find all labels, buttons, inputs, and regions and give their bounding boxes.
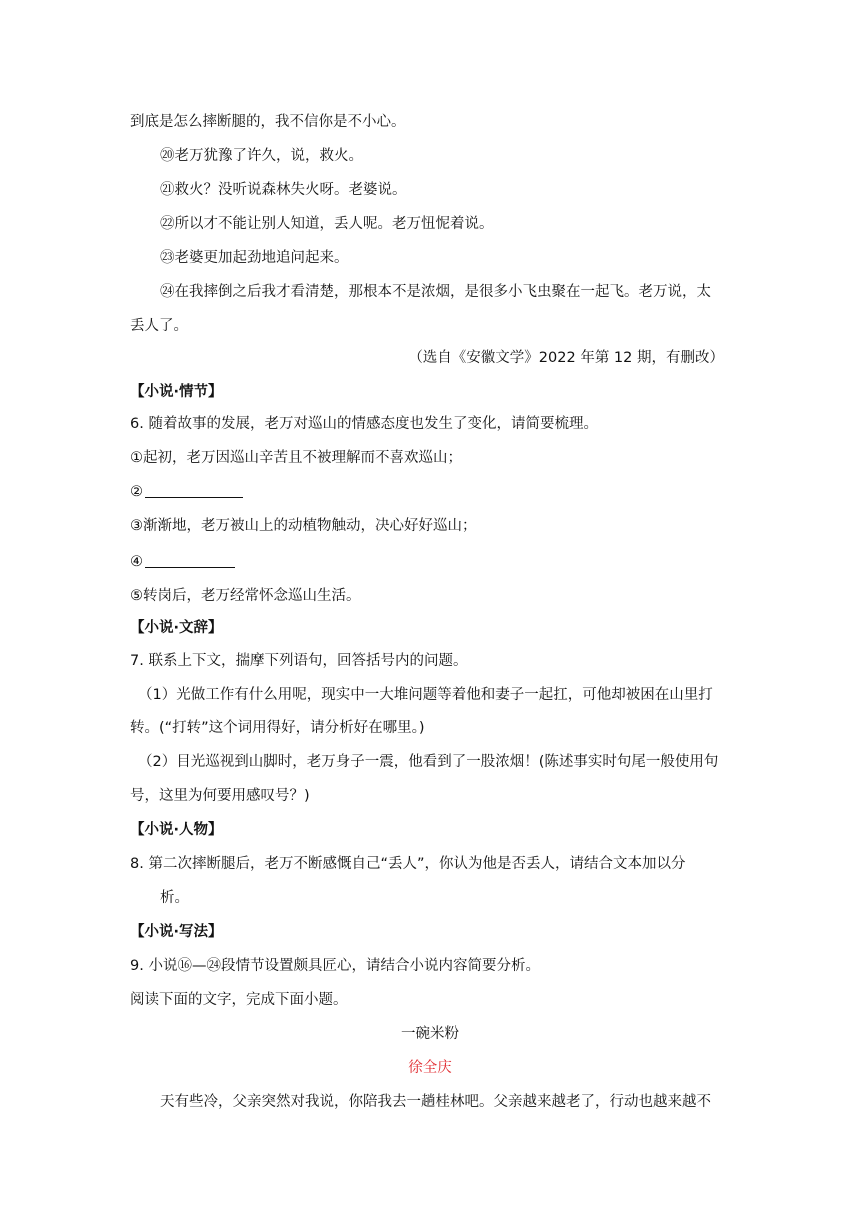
paragraph-21: ㉑救火？没听说森林失火呀。老婆说。 xyxy=(160,182,407,198)
q6-item-5: ⑤转岗后，老万经常怀念巡山生活。 xyxy=(130,588,361,604)
section-heading-technique: 【小说·写法】 xyxy=(130,924,223,940)
answer-blank[interactable] xyxy=(145,483,243,498)
question-8-line-2: 析。 xyxy=(160,890,189,906)
passage-author: 徐全庆 xyxy=(408,1060,452,1076)
paragraph-20: ⑳老万犹豫了许久，说，救火。 xyxy=(160,148,363,164)
section-heading-character: 【小说·人物】 xyxy=(130,822,223,838)
question-6: 6. 随着故事的发展，老万对巡山的情感态度也发生了变化，请简要梳理。 xyxy=(130,416,598,432)
passage-title: 一碗米粉 xyxy=(401,1026,459,1042)
passage-first-line: 天有些冷，父亲突然对我说，你陪我去一趟桂林吧。父亲越来越老了，行动也越来越不 xyxy=(160,1094,711,1110)
answer-blank[interactable] xyxy=(145,553,235,568)
section-heading-wording: 【小说·文辞】 xyxy=(130,620,223,636)
q6-item-2 xyxy=(130,482,730,502)
question-8-line-1: 8. 第二次摔断腿后，老万不断感慨自己“丢人”，你认为他是否丢人，请结合文本加以分 xyxy=(130,856,686,872)
source-citation: （选自《安徽文学》2022 年第 12 期，有删改） xyxy=(408,350,724,366)
paragraph-24-line-1: ㉔在我摔倒之后我才看清楚，那根本不是浓烟，是很多小飞虫聚在一起飞。老万说，太 xyxy=(160,284,711,300)
q7-sub-2-line-1: （2）目光巡视到山脚时，老万身子一震，他看到了一股浓烟！(陈述事实时句尾一般使用句 xyxy=(138,754,719,770)
question-9: 9. 小说⑯—㉔段情节设置颇具匠心，请结合小说内容简要分析。 xyxy=(130,958,540,974)
question-7: 7. 联系上下文，揣摩下列语句，回答括号内的问题。 xyxy=(130,653,468,669)
q6-item-3: ③渐渐地，老万被山上的动植物触动，决心好好巡山； xyxy=(130,518,477,534)
q7-sub-1-line-2: 转。(“打转”这个词用得好，请分析好在哪里。) xyxy=(130,720,425,736)
paragraph-continuation: 到底是怎么摔断腿的，我不信你是不小心。 xyxy=(130,114,406,130)
reading-instruction: 阅读下面的文字，完成下面小题。 xyxy=(130,992,348,1008)
paragraph-24-line-2: 丢人了。 xyxy=(130,318,188,334)
section-heading-plot: 【小说·情节】 xyxy=(130,384,223,400)
q6-item-4 xyxy=(130,552,730,572)
q7-sub-1-line-1: （1）光做工作有什么用呢，现实中一大堆问题等着他和妻子一起扛，可他却被困在山里打 xyxy=(138,687,713,703)
q6-item-1: ①起初，老万因巡山辛苦且不被理解而不喜欢巡山； xyxy=(130,450,462,466)
q6-item-2-label: ② xyxy=(130,484,143,500)
paragraph-22: ㉒所以才不能让别人知道，丢人呢。老万忸怩着说。 xyxy=(160,216,494,232)
q7-sub-2-line-2: 号，这里为何要用感叹号？) xyxy=(130,788,310,804)
paragraph-23: ㉓老婆更加起劲地追问起来。 xyxy=(160,250,349,266)
q6-item-4-label: ④ xyxy=(130,554,143,570)
